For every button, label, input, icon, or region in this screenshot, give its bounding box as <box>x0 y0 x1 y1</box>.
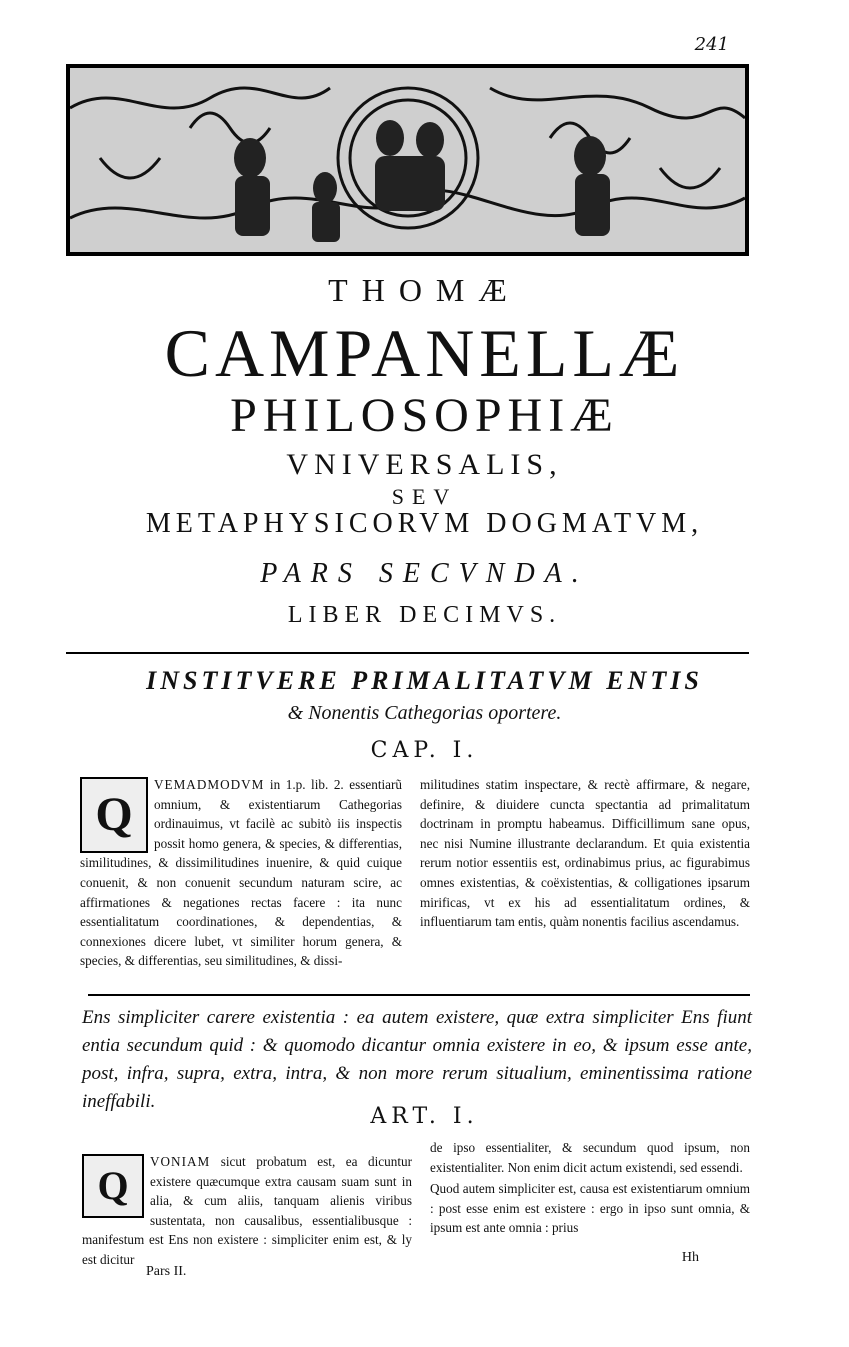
chapter-title-line2: & Nonentis Cathegorias oportere. <box>287 702 562 724</box>
chapter-right-text: militudines statim inspectare, & rectè affirmare, & negare, definire, & diuidere cuncta spectantia ad primalitatum doctrinam in promptu habeamus. Difficillimum sane opus, nec nisi Numine illustrante declarandum. Et quia existentia rerum notior essentiis est, ordinabimus prius, ac figurabimus omnes existentias, & coëxistentias, & colligationes ipsarum mirificas, vt ex his ad essentialitatum ordines, & influentiarum tam entis, quàm nonentis facilius ascendamus. <box>420 777 750 930</box>
signature-right: Hh <box>681 1250 699 1265</box>
title-part: PARS SECVNDA. <box>260 558 589 589</box>
article-summary: Ens simpliciter carere existentia : ea autem existere, quæ extra simpliciter Ens fiunt entia secundum quid : & quomodo dicantur omnia existere in eo, & ipsum esse ante, post, infra, supra, extra, intra, & non more rerum situalium, eminentissima ratione ineffabili. <box>82 1007 752 1112</box>
article-left-text: sicut probatum est, ea dicuntur existere quæcumque extra causam suam sunt in alia, & cum aliis, tanquam alienis viribus sustentata, non causalibus, essentialibusque : manifestum est Ens non existere : simpliciter enim est, & ly est dicitur <box>82 1154 412 1267</box>
title-book: LIBER DECIMVS. <box>287 602 562 628</box>
title-work-line2: VNIVERSALIS, <box>286 448 563 481</box>
signature-left: Pars II. <box>146 1264 187 1279</box>
divider-rule <box>88 994 750 996</box>
chapter-column-right <box>420 775 750 932</box>
title-author-surname: CAMPANELLÆ <box>164 315 685 391</box>
title-work-line1: PHILOSOPHIÆ <box>230 389 619 442</box>
divider-rule <box>66 652 749 654</box>
article-dropcap: Q <box>82 1154 144 1218</box>
chapter-column-left <box>80 775 402 971</box>
article-right-text-2: Quod autem simpliciter est, causa est existentiarum omnium : post esse enim est existere : ergo in ipso sunt omnia, & ipsum est ante omnia : prius <box>430 1181 750 1236</box>
title-author-first-name: THOMÆ <box>328 272 521 308</box>
article-column-right <box>430 1138 750 1240</box>
chapter-left-text: in 1.p. lib. 2. essentiarũ omnium, & existentiarum Cathegorias ordinauimus, vt facilè ac subitò iis inspectis possit homo genera, & species, & differentias, similitudines, & dissimilitudines inuenire, & quid cuique conuenit, & non conuenit secundum naturam scire, ac affirmationes & negationes rectas facere : ita nunc essentialitatum coordinationes, & dependentias, & connexiones dicere lubet, vt similiter horum genera, & species, & differentias, seu similitudines, & dissi- <box>80 777 402 969</box>
header-woodcut-illustration <box>66 64 749 256</box>
article-right-text-1: de ipso essentialiter, & secundum quod ipsum, non existentialiter. Non enim dicit actum existendi, sed essendi. <box>430 1140 750 1175</box>
page-number: 241 <box>694 34 729 55</box>
article-column-left <box>82 1152 412 1270</box>
chapter-number: CAP. I. <box>370 738 479 763</box>
chapter-title-line1: INSTITVERE PRIMALITATVM ENTIS <box>146 666 703 695</box>
woodcut-art <box>70 68 745 252</box>
article-heading: ART. I. <box>370 1104 479 1129</box>
title-work-line3: SEV <box>391 484 458 509</box>
article-lead-word: VONIAM <box>150 1154 211 1169</box>
title-work-line4: METAPHYSICORVM DOGMATVM, <box>145 508 704 539</box>
chapter-dropcap: Q <box>80 777 148 853</box>
chapter-lead-word: VEMADMODVM <box>154 777 265 792</box>
